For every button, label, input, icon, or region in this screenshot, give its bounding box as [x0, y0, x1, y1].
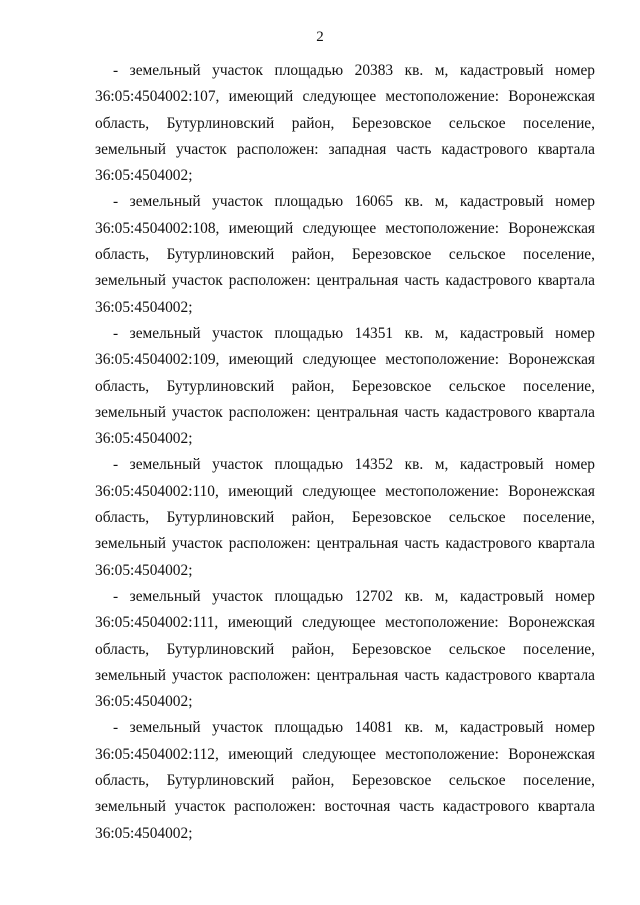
land-plot-paragraph-111: - земельный участок площадью 12702 кв. м, кадастровый номер 36:05:4504002:111, имеющий следующее местоположение: Воронежская область, Бутурлиновский район, Березовское сельское поселение, земельный участок расположен: центральная часть кадастрового квартала 36:05:4504002; [95, 587, 595, 711]
page-number: 2 [316, 29, 324, 45]
land-plot-paragraph-107: - земельный участок площадью 20383 кв. м, кадастровый номер 36:05:4504002:107, имеющий следующее местоположение: Воронежская область, Бутурлиновский район, Березовское сельское поселение, земельный участок расположен: западная часть кадастрового квартала 36:05:4504002; [95, 62, 595, 185]
land-plot-paragraph-110: - земельный участок площадью 14352 кв. м, кадастровый номер 36:05:4504002:110, имеющий следующее местоположение: Воронежская область, Бутурлиновский район, Березовское сельское поселение, земельный участок расположен: центральная часть кадастрового квартала 36:05:4504002; [95, 456, 595, 579]
land-plot-paragraph-112: - земельный участок площадью 14081 кв. м, кадастровый номер 36:05:4504002:112, имеющий следующее местоположение: Воронежская область, Бутурлиновский район, Березовское сельское поселение, земельный участок расположен: восточная часть кадастрового квартала 36:05:4504002; [95, 719, 595, 842]
land-plot-paragraph-108: - земельный участок площадью 16065 кв. м, кадастровый номер 36:05:4504002:108, имеющий следующее местоположение: Воронежская область, Бутурлиновский район, Березовское сельское поселение, земельный участок расположен: центральная часть кадастрового квартала 36:05:4504002; [95, 193, 595, 316]
land-plot-paragraph-109: - земельный участок площадью 14351 кв. м, кадастровый номер 36:05:4504002:109, имеющий следующее местоположение: Воронежская область, Бутурлиновский район, Березовское сельское поселение, земельный участок расположен: центральная часть кадастрового квартала 36:05:4504002; [95, 324, 595, 448]
document-body [95, 58, 595, 847]
